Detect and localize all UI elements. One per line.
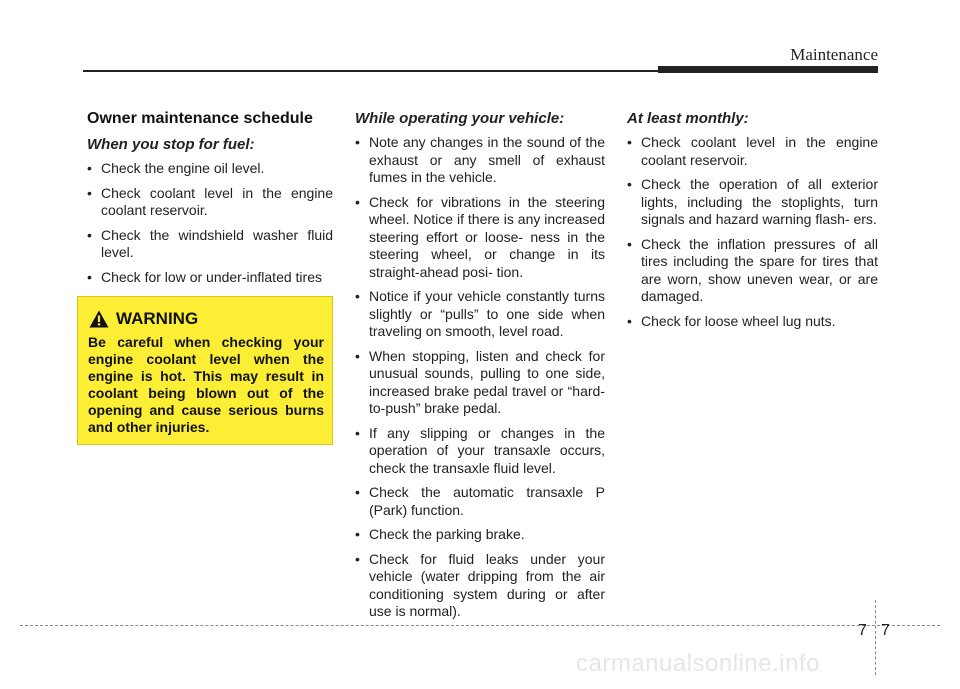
list-item: • If any slipping or changes in the operation of your transaxle occurs, check the transaxle fluid level. [355,425,605,478]
list-item: • Check coolant level in the engine coolant reservoir. [87,185,333,220]
list-item: • Check the automatic transaxle P (Park) function. [355,484,605,519]
warning-text: Be careful when checking your engine coolant level when the engine is hot. This may result in coolant being blown out of the opening and cause serious burns and other injuries. [88,334,324,435]
warning-box [77,296,333,445]
list-item: • Notice if your vehicle constantly turns slightly or “pulls” to one side when traveling on smooth, level road. [355,288,605,341]
list-item: • Check for vibrations in the steering wheel. Notice if there is any increased steering effort or loose- ness in the steering wheel, or change in its straight-ahead posi- tion. [355,194,605,282]
header-title: Maintenance [790,45,878,64]
monthly-list [627,134,878,330]
list-item: • Check the parking brake. [355,526,605,544]
watermark: carmanualsonline.info [576,650,820,677]
fuel-stop-heading: When you stop for fuel: [87,136,255,153]
list-item: • Check coolant level in the engine coolant reservoir. [627,134,878,169]
list-item: • Check for loose wheel lug nuts. [627,313,878,331]
list-item: • Check for low or under-inflated tires [87,269,333,287]
list-item: • Check the windshield washer fluid level. [87,227,333,262]
operating-heading: While operating your vehicle: [355,110,565,127]
fuel-stop-list [87,160,333,286]
operating-list [355,134,605,621]
list-item: • Check the inflation pressures of all tires including the spare for tires that are worn, show uneven wear, or are damaged. [627,236,878,306]
chapter-number: 7 [858,622,867,639]
warning-label: WARNING [116,309,199,328]
list-item: • Check the operation of all exterior lights, including the stoplights, turn signals and hazard warning flash- ers. [627,176,878,229]
page-number: 7 [881,622,890,639]
list-item: • Note any changes in the sound of the exhaust or any smell of exhaust fumes in the vehicle. [355,134,605,187]
section-title: Owner maintenance schedule [87,110,313,127]
warning-triangle-icon [89,310,109,328]
footer-rule [20,625,940,626]
list-item: • When stopping, listen and check for unusual sounds, pulling to one side, increased brake pedal travel or “hard-to-push” brake pedal. [355,348,605,418]
list-item: • Check for fluid leaks under your vehicle (water dripping from the air conditioning system during or after use is normal). [355,551,605,621]
header-rule-thin [83,70,659,72]
column-right [627,110,878,337]
warning-header [89,308,198,330]
header-rule-thick [658,66,878,73]
column-middle [355,110,605,628]
list-item: • Check the engine oil level. [87,160,333,178]
column-left [87,110,333,293]
footer-divider [875,600,876,675]
monthly-heading: At least monthly: [627,110,749,127]
